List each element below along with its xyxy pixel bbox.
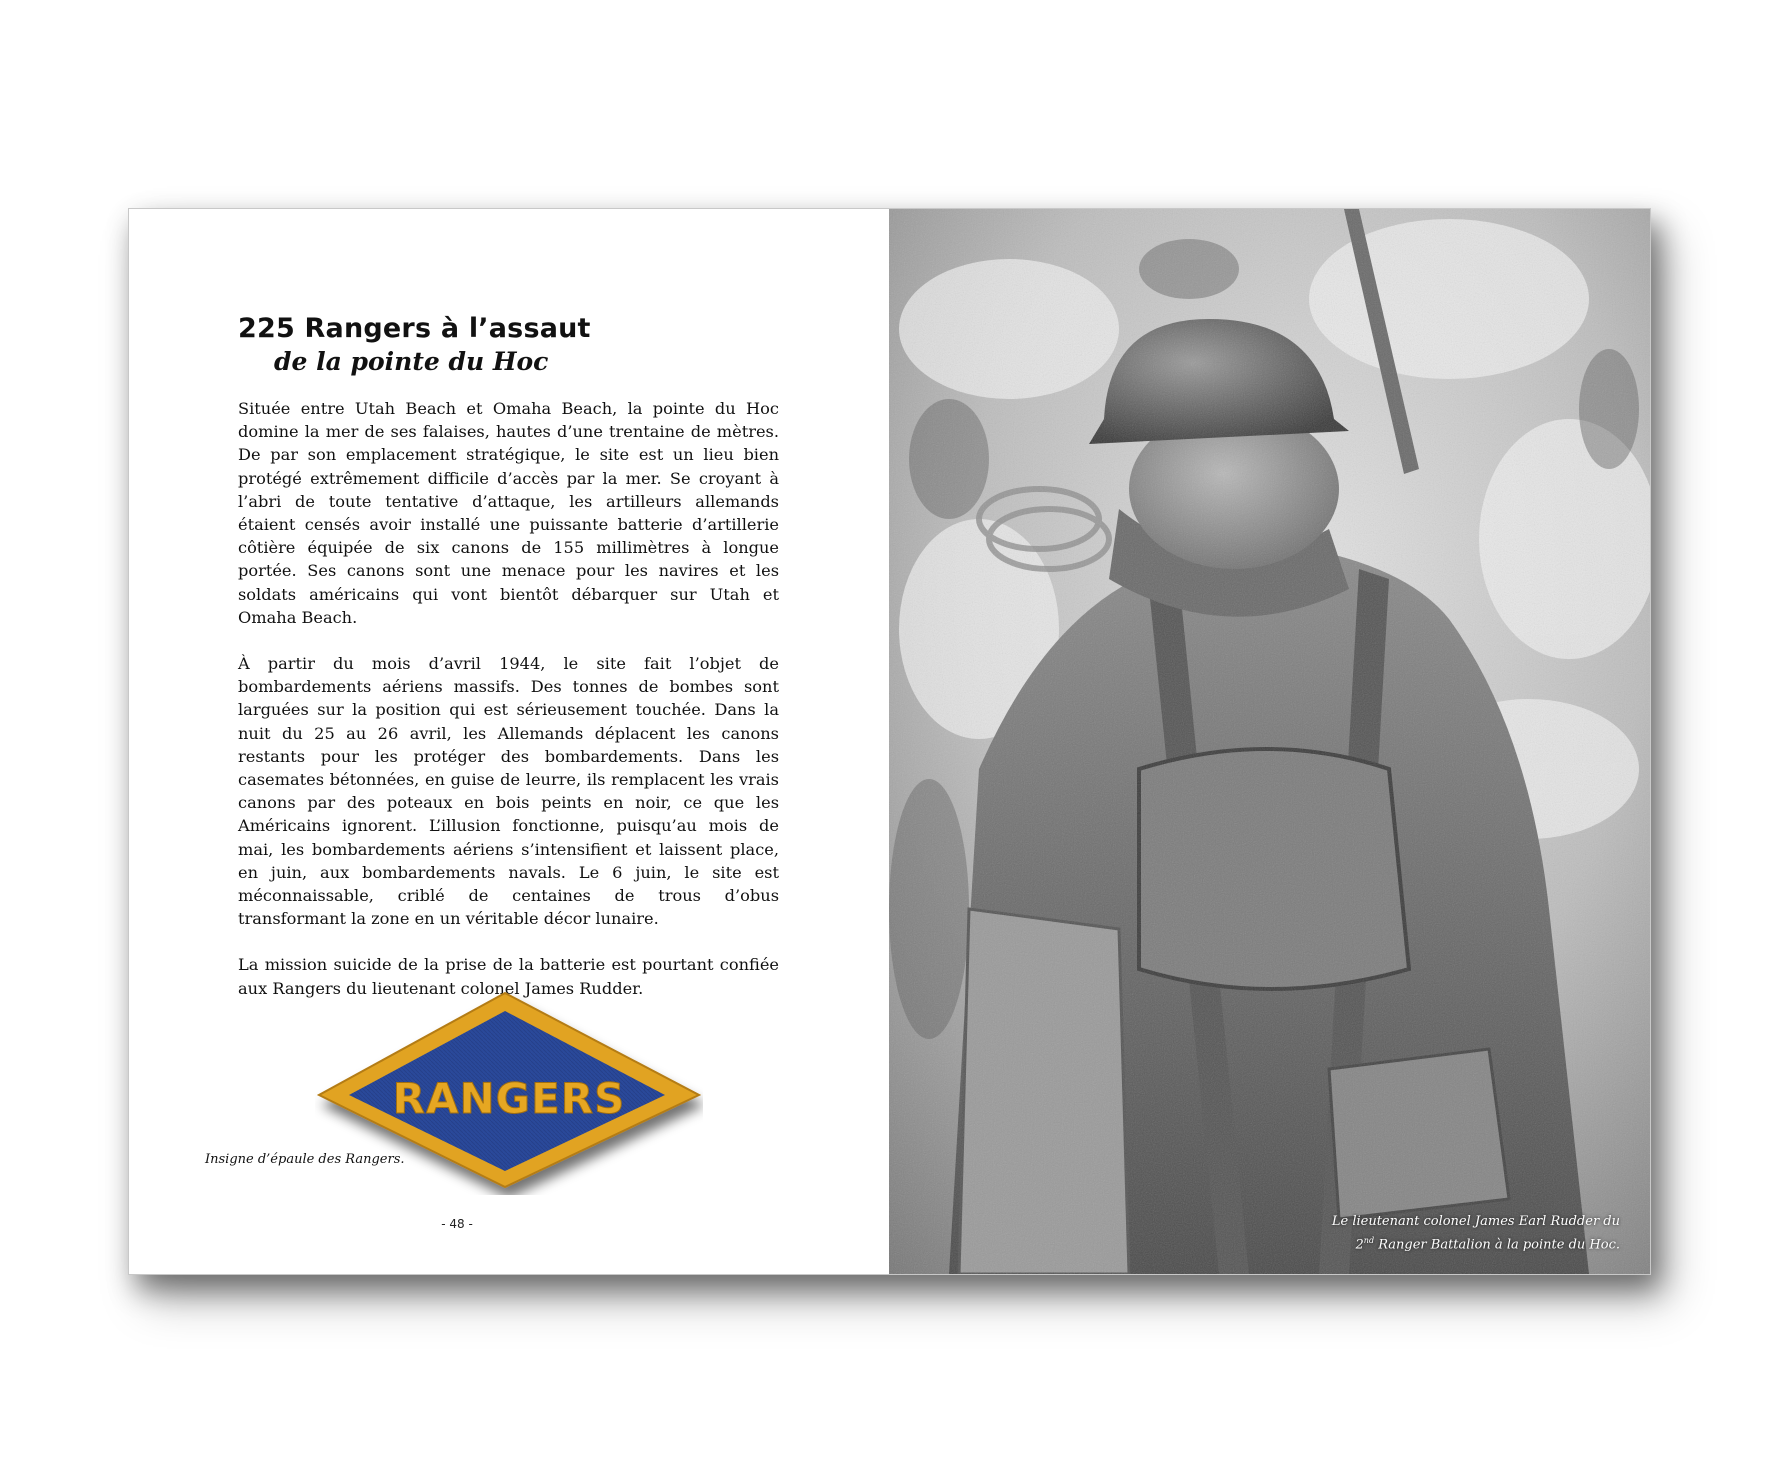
left-page (129, 209, 889, 1274)
page-number: - 48 - (441, 1217, 473, 1231)
patch-caption: Insigne d’épaule des Rangers. (205, 1152, 405, 1167)
patch-text: RANGERS (392, 1074, 626, 1123)
book-spread (128, 208, 1651, 1275)
soldier-photo (889, 209, 1650, 1274)
photo-caption-line1: Le lieutenant colonel James Earl Rudder du (1331, 1214, 1620, 1229)
page-title: 225 Rangers à l’assaut (238, 313, 591, 344)
page-subtitle: de la pointe du Hoc (274, 347, 549, 376)
paragraph-2: À partir du mois d’avril 1944, le site fait l’objet de bombardements aériens massifs. Des tonnes de bombes sont larguées sur la position qui est sérieusement touchée. Dans la nuit du 25 au 26 avril, les Allemands déplacent les canons restants pour les protéger des bombardements. Dans les casemates bétonnées, en guise de leurre, ils remplacent les vrais canons par des poteaux en bois peints en noir, ce que les Américains ignorent. L’illusion fonctionne, puisqu’au mois de mai, les bombardements aériens s’intensifient et laissent place, en juin, aux bombardements navals. Le 6 juin, le site est méconnaissable, criblé de centaines de trous d’obus transformant la zone en un véritable décor lunaire. (238, 654, 779, 929)
photo-caption-ordinal: 2 (1355, 1237, 1364, 1253)
photo-caption (1332, 1212, 1620, 1254)
paragraph-1: Située entre Utah Beach et Omaha Beach, la pointe du Hoc domine la mer de ses falaises, hautes d’une trentaine de mètres. De par son emplacement stratégique, le site est un lieu bien protégé extrêmement difficile d’accès par la mer. Se croyant à l’abri de toute tentative d’attaque, les artilleurs allemands étaient censés avoir installé une puissante batterie d’artillerie côtière équipée de six canons de 155 millimètres à longue portée. Ses canons sont une menace pour les navires et les soldats américains qui vont bientôt débarquer sur Utah et Omaha Beach. (238, 399, 779, 627)
body-text (238, 397, 779, 1023)
right-page (889, 209, 1650, 1274)
photo-caption-line2: Ranger Battalion à la pointe du Hoc. (1374, 1237, 1620, 1253)
paragraph-3: La mission suicide de la prise de la batterie est pourtant confiée aux Rangers du lieutenant colonel James Rudder. (238, 955, 779, 998)
photo-caption-ordinal-suffix: nd (1363, 1236, 1375, 1245)
